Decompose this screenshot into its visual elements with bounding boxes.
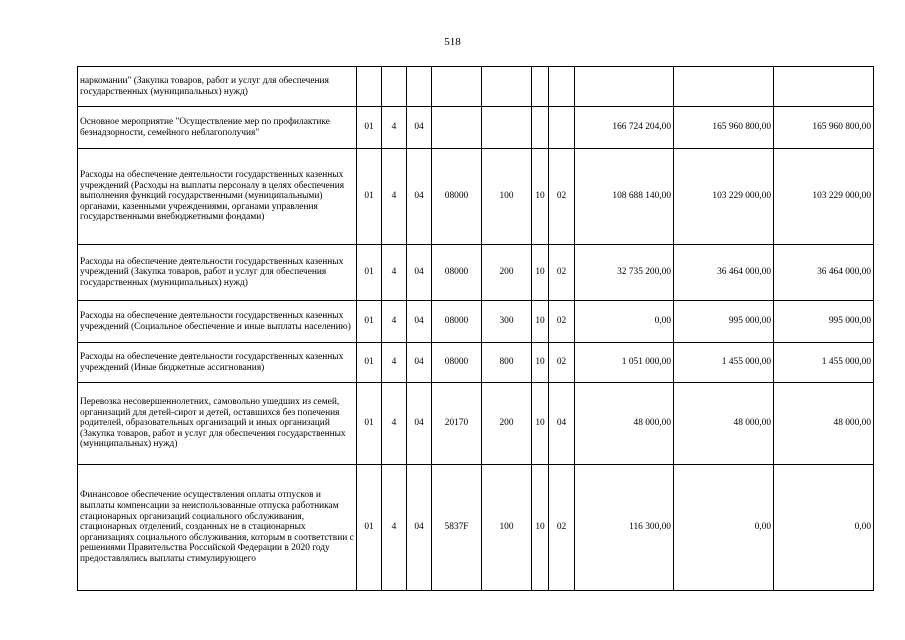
code-4: 08000 [432, 245, 482, 301]
row-name: Расходы на обеспечение деятельности государственных казенных учреждений (Иные бюджетные ассигнования) [78, 343, 357, 383]
code-7: 02 [549, 343, 575, 383]
amount-1: 48 000,00 [575, 383, 674, 465]
code-5: 200 [482, 383, 532, 465]
row-name: Финансовое обеспечение осуществления оплаты отпусков и выплаты компенсации за неиспользованные отпуска работникам стационарных организаций социального обслуживания, стационарных отделений, созданных не в стационарных организациях социального обслуживания, которым в соответствии с решениями Правительства Российской Федерации в 2020 году предоставлялись выплаты стимулирующего [78, 465, 357, 591]
code-6: 10 [532, 245, 549, 301]
code-3: 04 [407, 149, 432, 245]
code-4: 20170 [432, 383, 482, 465]
amount-3: 165 960 800,00 [774, 107, 874, 149]
code-5: 300 [482, 301, 532, 343]
code-5: 200 [482, 245, 532, 301]
code-1: 01 [357, 465, 382, 591]
code-5: 800 [482, 343, 532, 383]
code-3: 04 [407, 383, 432, 465]
code-7 [549, 67, 575, 107]
code-1: 01 [357, 343, 382, 383]
code-2: 4 [382, 245, 407, 301]
row-name: Расходы на обеспечение деятельности государственных казенных учреждений (Социальное обеспечение и иные выплаты населению) [78, 301, 357, 343]
code-5: 100 [482, 149, 532, 245]
code-4: 08000 [432, 343, 482, 383]
amount-2: 0,00 [674, 465, 774, 591]
amount-1: 116 300,00 [575, 465, 674, 591]
code-3: 04 [407, 343, 432, 383]
code-2: 4 [382, 465, 407, 591]
code-3: 04 [407, 245, 432, 301]
code-4 [432, 107, 482, 149]
amount-3: 995 000,00 [774, 301, 874, 343]
code-4 [432, 67, 482, 107]
code-2: 4 [382, 343, 407, 383]
page-number: 518 [444, 36, 461, 48]
table-row [78, 245, 874, 301]
table-row [78, 383, 874, 465]
amount-3: 0,00 [774, 465, 874, 591]
code-3 [407, 67, 432, 107]
code-7: 04 [549, 383, 575, 465]
code-6 [532, 107, 549, 149]
code-1: 01 [357, 383, 382, 465]
code-2: 4 [382, 149, 407, 245]
table-row [78, 149, 874, 245]
code-1 [357, 67, 382, 107]
code-2: 4 [382, 107, 407, 149]
table-row [78, 67, 874, 107]
code-4: 08000 [432, 149, 482, 245]
code-2: 4 [382, 301, 407, 343]
amount-2: 103 229 000,00 [674, 149, 774, 245]
amount-1: 0,00 [575, 301, 674, 343]
code-6: 10 [532, 343, 549, 383]
amount-2 [674, 67, 774, 107]
code-7: 02 [549, 245, 575, 301]
row-name: Перевозка несовершеннолетних, самовольно ушедших из семей, организаций для детей-сирот и детей, оставшихся без попечения родителей, образовательных организаций и иных организаций (Закупка товаров, работ и услуг для обеспечения государственных (муниципальных) нужд) [78, 383, 357, 465]
code-5 [482, 67, 532, 107]
code-3: 04 [407, 465, 432, 591]
code-1: 01 [357, 301, 382, 343]
code-4: 08000 [432, 301, 482, 343]
code-7: 02 [549, 465, 575, 591]
amount-1: 1 051 000,00 [575, 343, 674, 383]
code-5: 100 [482, 465, 532, 591]
table-row [78, 465, 874, 591]
amount-2: 1 455 000,00 [674, 343, 774, 383]
code-6: 10 [532, 465, 549, 591]
amount-2: 48 000,00 [674, 383, 774, 465]
code-7 [549, 107, 575, 149]
amount-1: 108 688 140,00 [575, 149, 674, 245]
code-2 [382, 67, 407, 107]
table-row [78, 301, 874, 343]
code-6: 10 [532, 301, 549, 343]
amount-3 [774, 67, 874, 107]
code-5 [482, 107, 532, 149]
amount-2: 995 000,00 [674, 301, 774, 343]
code-3: 04 [407, 301, 432, 343]
amount-2: 165 960 800,00 [674, 107, 774, 149]
amount-2: 36 464 000,00 [674, 245, 774, 301]
code-6 [532, 67, 549, 107]
amount-3: 48 000,00 [774, 383, 874, 465]
code-1: 01 [357, 107, 382, 149]
row-name: Основное мероприятие "Осуществление мер по профилактике безнадзорности, семейного неблагополучия" [78, 107, 357, 149]
code-1: 01 [357, 245, 382, 301]
amount-3: 103 229 000,00 [774, 149, 874, 245]
table-row [78, 343, 874, 383]
row-name: наркомании" (Закупка товаров, работ и услуг для обеспечения государственных (муниципальных) нужд) [78, 67, 357, 107]
amount-3: 36 464 000,00 [774, 245, 874, 301]
code-6: 10 [532, 383, 549, 465]
code-7: 02 [549, 301, 575, 343]
row-name: Расходы на обеспечение деятельности государственных казенных учреждений (Расходы на выплаты персоналу в целях обеспечения выполнения функций государственными (муниципальными) органами, казенными учреждениями, органами управления государственными внебюджетными фондами) [78, 149, 357, 245]
code-1: 01 [357, 149, 382, 245]
code-2: 4 [382, 383, 407, 465]
row-name: Расходы на обеспечение деятельности государственных казенных учреждений (Закупка товаров, работ и услуг для обеспечения государственных (муниципальных) нужд) [78, 245, 357, 301]
amount-1: 32 735 200,00 [575, 245, 674, 301]
amount-1: 166 724 204,00 [575, 107, 674, 149]
table-row [78, 107, 874, 149]
amount-3: 1 455 000,00 [774, 343, 874, 383]
code-3: 04 [407, 107, 432, 149]
code-7: 02 [549, 149, 575, 245]
code-6: 10 [532, 149, 549, 245]
code-4: 5837F [432, 465, 482, 591]
amount-1 [575, 67, 674, 107]
budget-table [77, 66, 874, 591]
